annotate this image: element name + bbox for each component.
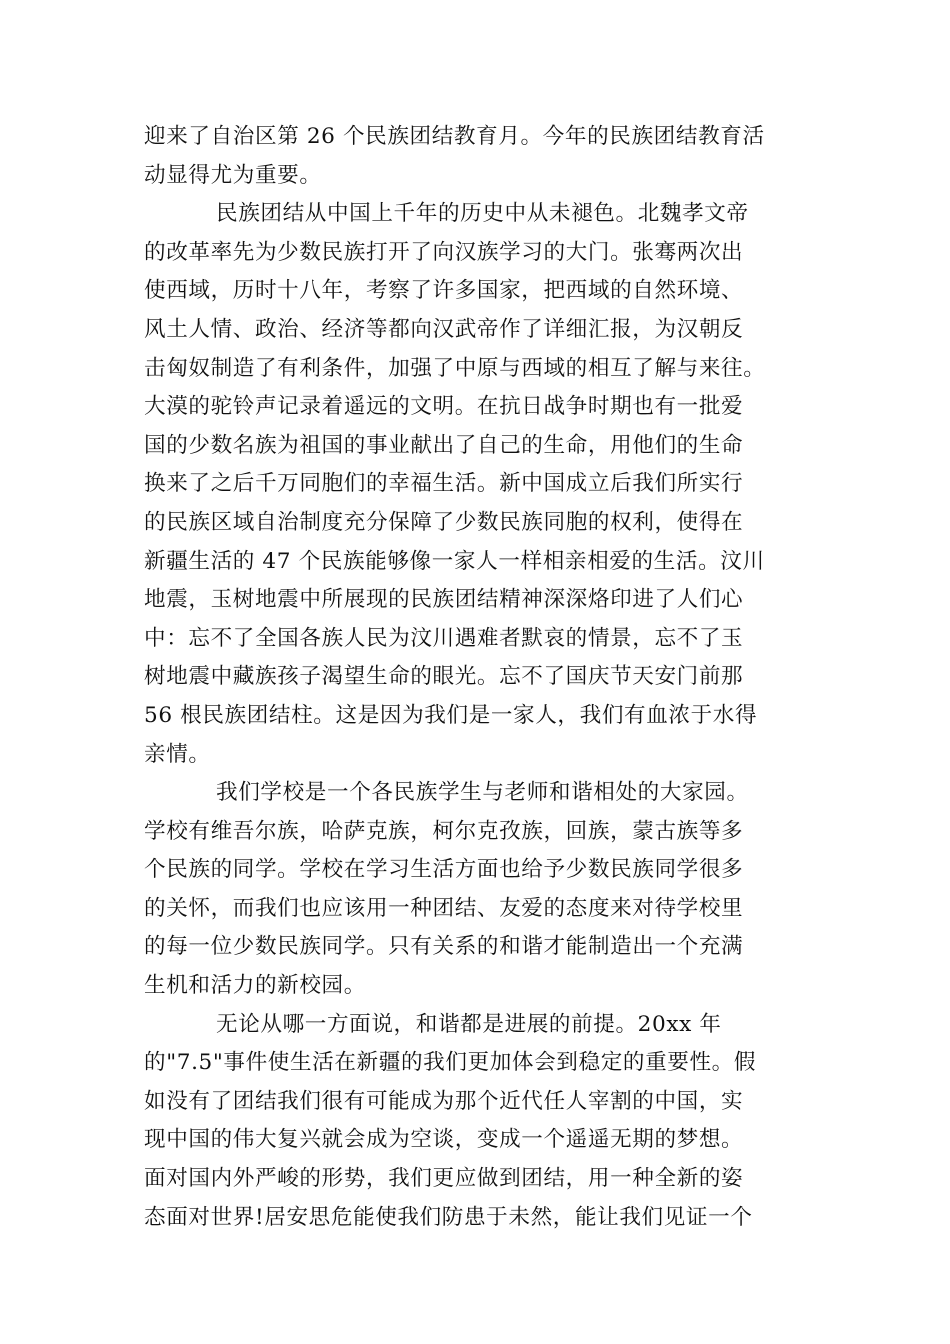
- text-line: 学校有维吾尔族，哈萨克族，柯尔克孜族，回族，蒙古族等多: [144, 818, 744, 844]
- text-line: 的关怀，而我们也应该用一种团结、友爱的态度来对待学校里: [144, 895, 744, 921]
- text-line: 地震，玉树地震中所展现的民族团结精神深深烙印进了人们心: [144, 587, 744, 613]
- text-line: 生机和活力的新校园。: [144, 973, 366, 999]
- text-line: 国的少数名族为祖国的事业献出了自己的生命，用他们的生命: [144, 432, 744, 458]
- text-line: 个民族的同学。学校在学习生活方面也给予少数民族同学很多: [144, 857, 744, 883]
- text-line: 亲情。: [144, 741, 211, 767]
- text-line: 的民族区域自治制度充分保障了少数民族同胞的权利，使得在: [144, 509, 744, 535]
- paragraph: [144, 195, 806, 774]
- paragraph: [144, 1006, 806, 1238]
- text-line: 击匈奴制造了有利条件，加强了中原与西域的相互了解与来往。: [144, 355, 766, 381]
- text-line: 使西域，历时十八年，考察了许多国家，把西域的自然环境、: [144, 278, 744, 304]
- text-line: 态面对世界!居安思危能使我们防患于未然，能让我们见证一个: [144, 1204, 753, 1230]
- text-line: 树地震中藏族孩子渴望生命的眼光。忘不了国庆节天安门前那: [144, 664, 744, 690]
- text-line: 风土人情、政治、经济等都向汉武帝作了详细汇报，为汉朝反: [144, 316, 744, 342]
- text-line: 无论从哪一方面说，和谐都是进展的前提。20xx 年: [216, 1011, 722, 1037]
- text-line: 面对国内外严峻的形势，我们更应做到团结，用一种全新的姿: [144, 1166, 744, 1192]
- text-line: 迎来了自治区第 26 个民族团结教育月。今年的民族团结教育活: [144, 124, 765, 149]
- text-line: 的"7.5"事件使生活在新疆的我们更加体会到稳定的重要性。假: [144, 1050, 757, 1076]
- text-line: 民族团结从中国上千年的历史中从未褪色。北魏孝文帝: [216, 201, 749, 227]
- text-line: 的改革率先为少数民族打开了向汉族学习的大门。张骞两次出: [144, 239, 744, 265]
- text-line: 我们学校是一个各民族学生与老师和谐相处的大家园。: [216, 780, 749, 806]
- text-line: 大漠的驼铃声记录着遥远的文明。在抗日战争时期也有一批爱: [144, 394, 744, 420]
- text-line: 中：忘不了全国各族人民为汶川遇难者默哀的情景，忘不了玉: [144, 625, 744, 651]
- text-line: 现中国的伟大复兴就会成为空谈，变成一个遥遥无期的梦想。: [144, 1127, 744, 1153]
- text-line: 的每一位少数民族同学。只有关系的和谐才能制造出一个充满: [144, 934, 744, 960]
- text-line: 换来了之后千万同胞们的幸福生活。新中国成立后我们所实行: [144, 471, 744, 497]
- text-line: 56 根民族团结柱。这是因为我们是一家人，我们有血浓于水得: [144, 702, 758, 728]
- document-body: [144, 118, 806, 1237]
- text-line: 动显得尤为重要。: [144, 162, 322, 188]
- text-line: 新疆生活的 47 个民族能够像一家人一样相亲相爱的生活。汶川: [144, 548, 765, 574]
- paragraph: [144, 118, 806, 195]
- paragraph: [144, 774, 806, 1006]
- text-line: 如没有了团结我们很有可能成为那个近代任人宰割的中国，实: [144, 1088, 744, 1114]
